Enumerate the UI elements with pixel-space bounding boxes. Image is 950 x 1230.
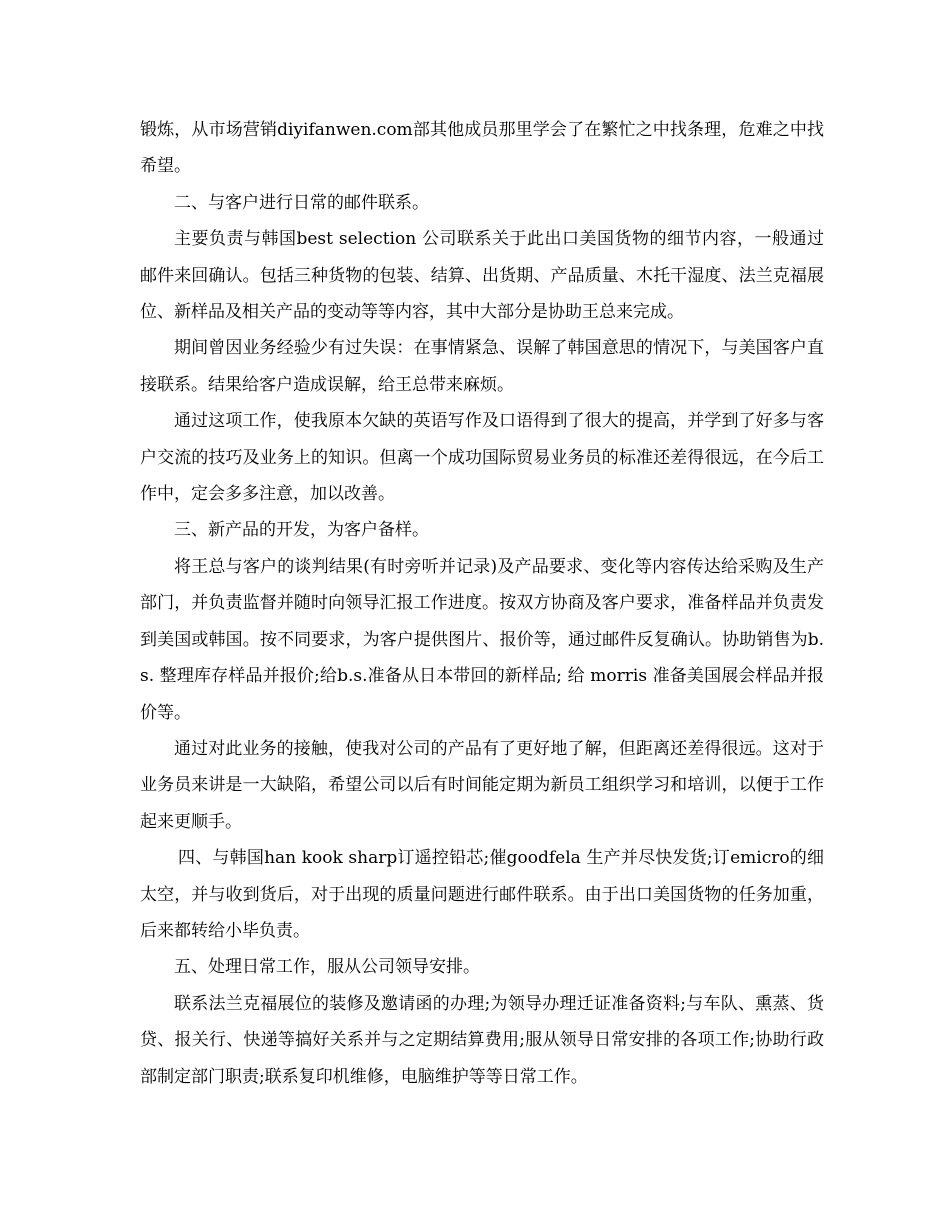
section-heading-5: 五、处理日常工作，服从公司领导安排。: [174, 957, 480, 978]
paragraph: 联系法兰克福展位的装修及邀请函的办理;为领导办理迁证准备资料;与车队、熏蒸、货贷、报关行、快递等搞好关系并与之定期结算费用;服从领导日常安排的各项工作;协助行政部制定部门职责;联系复印机维修，电脑维护等等日常工作。: [140, 993, 824, 1087]
paragraph: 将王总与客户的谈判结果(有时旁听并记录)及产品要求、变化等内容传达给采购及生产部门，并负责监督并随时向领导汇报工作进度。按双方协商及客户要求，准备样品并负责发到美国或韩国。按不同要求，为客户提供图片、报价等，通过邮件反复确认。协助销售为b.s. 整理库存样品并报价;给b.s.准备从日本带回的新样品; 给 morris 准备美国展会样品并报价等。: [140, 556, 824, 723]
paragraph: 主要负责与韩国best selection 公司联系关于此出口美国货物的细节内容，一般通过邮件来回确认。包括三种货物的包装、结算、出货期、产品质量、木托干湿度、法兰克福展位、新样品及相关产品的变动等等内容，其中大部分是协助王总来完成。: [140, 229, 824, 323]
paragraph-continuation: 锻炼，从市场营销diyifanwen.com部其他成员那里学会了在繁忙之中找条理，危难之中找希望。: [140, 120, 824, 177]
paragraph: 通过这项工作，使我原本欠缺的英语写作及口语得到了很大的提高，并学到了好多与客户交流的技巧及业务上的知识。但离一个成功国际贸易业务员的标准还差得很远，在今后工作中，定会多多注意，加以改善。: [140, 411, 824, 505]
section-heading-2: 二、与客户进行日常的邮件联系。: [174, 192, 429, 213]
section-heading-3: 三、新产品的开发，为客户备样。: [174, 520, 429, 541]
paragraph: 通过对此业务的接触，使我对公司的产品有了更好地了解，但距离还差得很远。这对于业务员来讲是一大缺陷，希望公司以后有时间能定期为新员工组织学习和培训，以便于工作起来更顺手。: [140, 738, 824, 832]
document-body: [140, 112, 824, 1095]
section-heading-4: 四、与韩国han kook sharp订遥控铅芯;催goodfela 生产并尽快发货;订emicro的细太空，并与收到货后，对于出现的质量问题进行邮件联系。由于出口美国货物的任务加重，后来都转给小毕负责。: [140, 848, 824, 941]
paragraph: 期间曾因业务经验少有过失误：在事情紧急、误解了韩国意思的情况下，与美国客户直接联系。结果给客户造成误解，给王总带来麻烦。: [140, 338, 824, 395]
